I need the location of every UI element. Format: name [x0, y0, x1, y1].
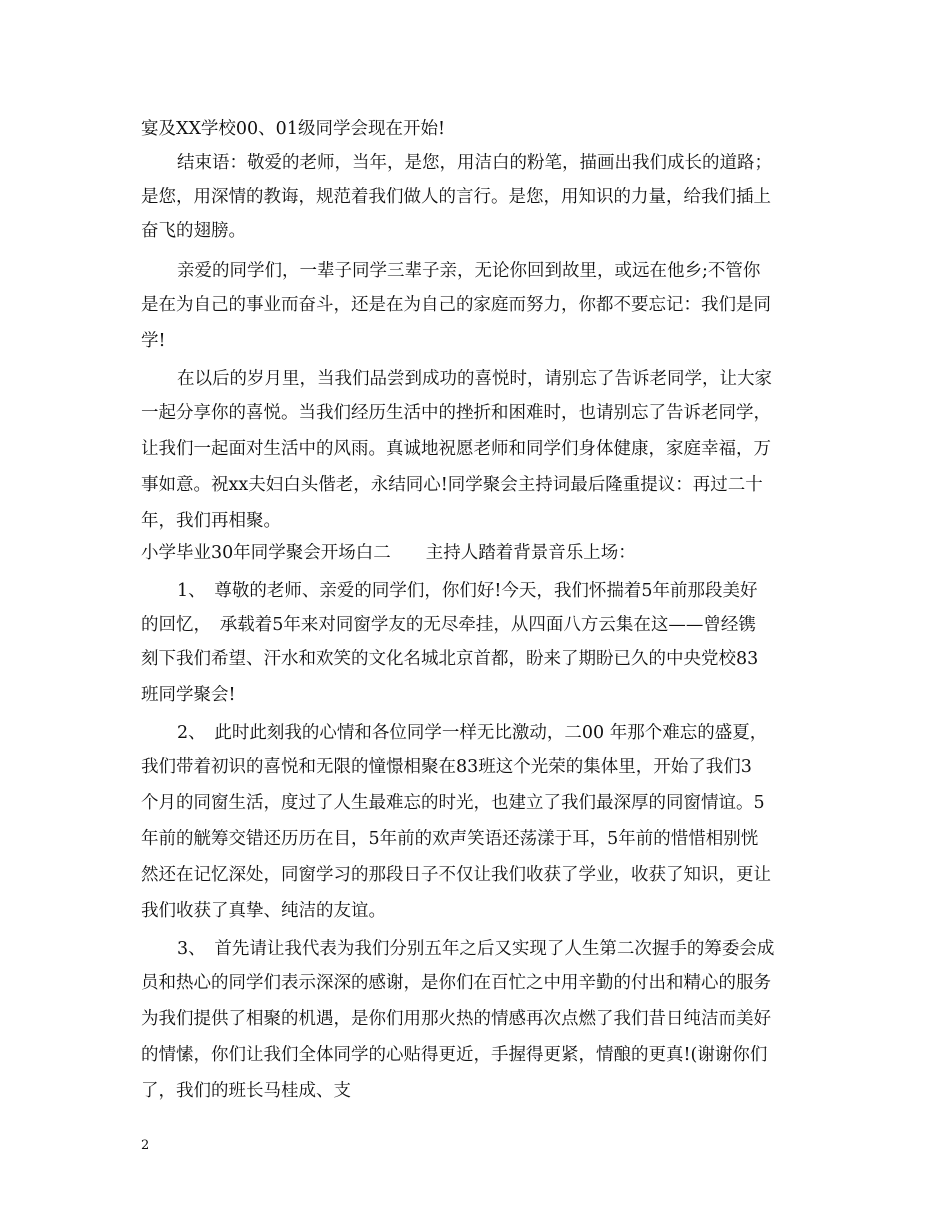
text-line: 在以后的岁月里，当我们品尝到成功的喜悦时，请别忘了告诉老同学，让大家 — [177, 369, 772, 389]
text-line: 个月的同窗生活，度过了人生最难忘的时光，也建立了我们最深厚的同窗情谊。5 — [141, 793, 765, 813]
text-line: 是您，用深情的教诲，规范着我们做人的言行。是您，用知识的力量，给我们插上 — [141, 187, 771, 207]
text-line: 我们收获了真挚、纯洁的友谊。 — [141, 901, 386, 921]
text-line: 然还在记忆深处，同窗学习的那段日子不仅让我们收获了学业，收获了知识，更让 — [141, 865, 771, 885]
text-line: 2、 此时此刻我的心情和各位同学一样无比激动，二00 年那个难忘的盛夏， — [177, 723, 768, 743]
text-line: 宴及XX学校00、01级同学会现在开始! — [141, 119, 445, 139]
text-line: 1、 尊敬的老师、亲爱的同学们，你们好!今天，我们怀揣着5年前那段美好 — [177, 581, 758, 601]
text-line: 让我们一起面对生活中的风雨。真诚地祝愿老师和同学们身体健康，家庭幸福，万 — [141, 439, 771, 459]
text-line: 为我们提供了相聚的机遇，是你们用那火热的情感再次点燃了我们昔日纯洁而美好 — [141, 1009, 771, 1029]
page-number: 2 — [141, 1138, 150, 1153]
text-line: 的回忆， 承载着5年来对同窗学友的无尽牵挂，从四面八方云集在这——曾经镌 — [141, 615, 756, 635]
text-line: 奋飞的翅膀。 — [141, 221, 246, 241]
text-line: 是在为自己的事业而奋斗，还是在为自己的家庭而努力，你都不要忘记：我们是同 — [141, 295, 771, 315]
text-line: 3、 首先请让我代表为我们分别五年之后又实现了人生第二次握手的筹委会成 — [177, 939, 775, 959]
text-line: 了，我们的班长马桂成、支 — [141, 1081, 351, 1101]
text-line: 刻下我们希望、汗水和欢笑的文化名城北京首都，盼来了期盼已久的中央党校83 — [141, 649, 759, 669]
text-line: 我们带着初识的喜悦和无限的憧憬相聚在83班这个光荣的集体里，开始了我们3 — [141, 757, 752, 777]
text-line: 年，我们再相聚。 — [141, 511, 281, 531]
text-line: 小学毕业30年同学聚会开场白二 主持人踏着背景音乐上场： — [141, 543, 636, 563]
text-line: 年前的觥筹交错还历历在目，5年前的欢声笑语还荡漾于耳，5年前的惜惜相别恍 — [141, 829, 759, 849]
text-line: 一起分享你的喜悦。当我们经历生活中的挫折和困难时，也请别忘了告诉老同学， — [141, 403, 771, 423]
text-line: 员和热心的同学们表示深深的感谢，是你们在百忙之中用辛勤的付出和精心的服务 — [141, 973, 771, 993]
text-line: 的情愫，你们让我们全体同学的心贴得更近，手握得更紧，情酿的更真!(谢谢你们 — [141, 1045, 768, 1065]
text-line: 亲爱的同学们，一辈子同学三辈子亲，无论你回到故里，或远在他乡;不管你 — [177, 261, 761, 281]
text-line: 班同学聚会! — [141, 685, 236, 705]
text-line: 结束语：敬爱的老师，当年，是您，用洁白的粉笔，描画出我们成长的道路； — [177, 153, 772, 173]
text-line: 事如意。祝xx夫妇白头偕老，永结同心!同学聚会主持词最后隆重提议：再过二十 — [141, 475, 763, 495]
text-line: 学! — [141, 331, 166, 351]
